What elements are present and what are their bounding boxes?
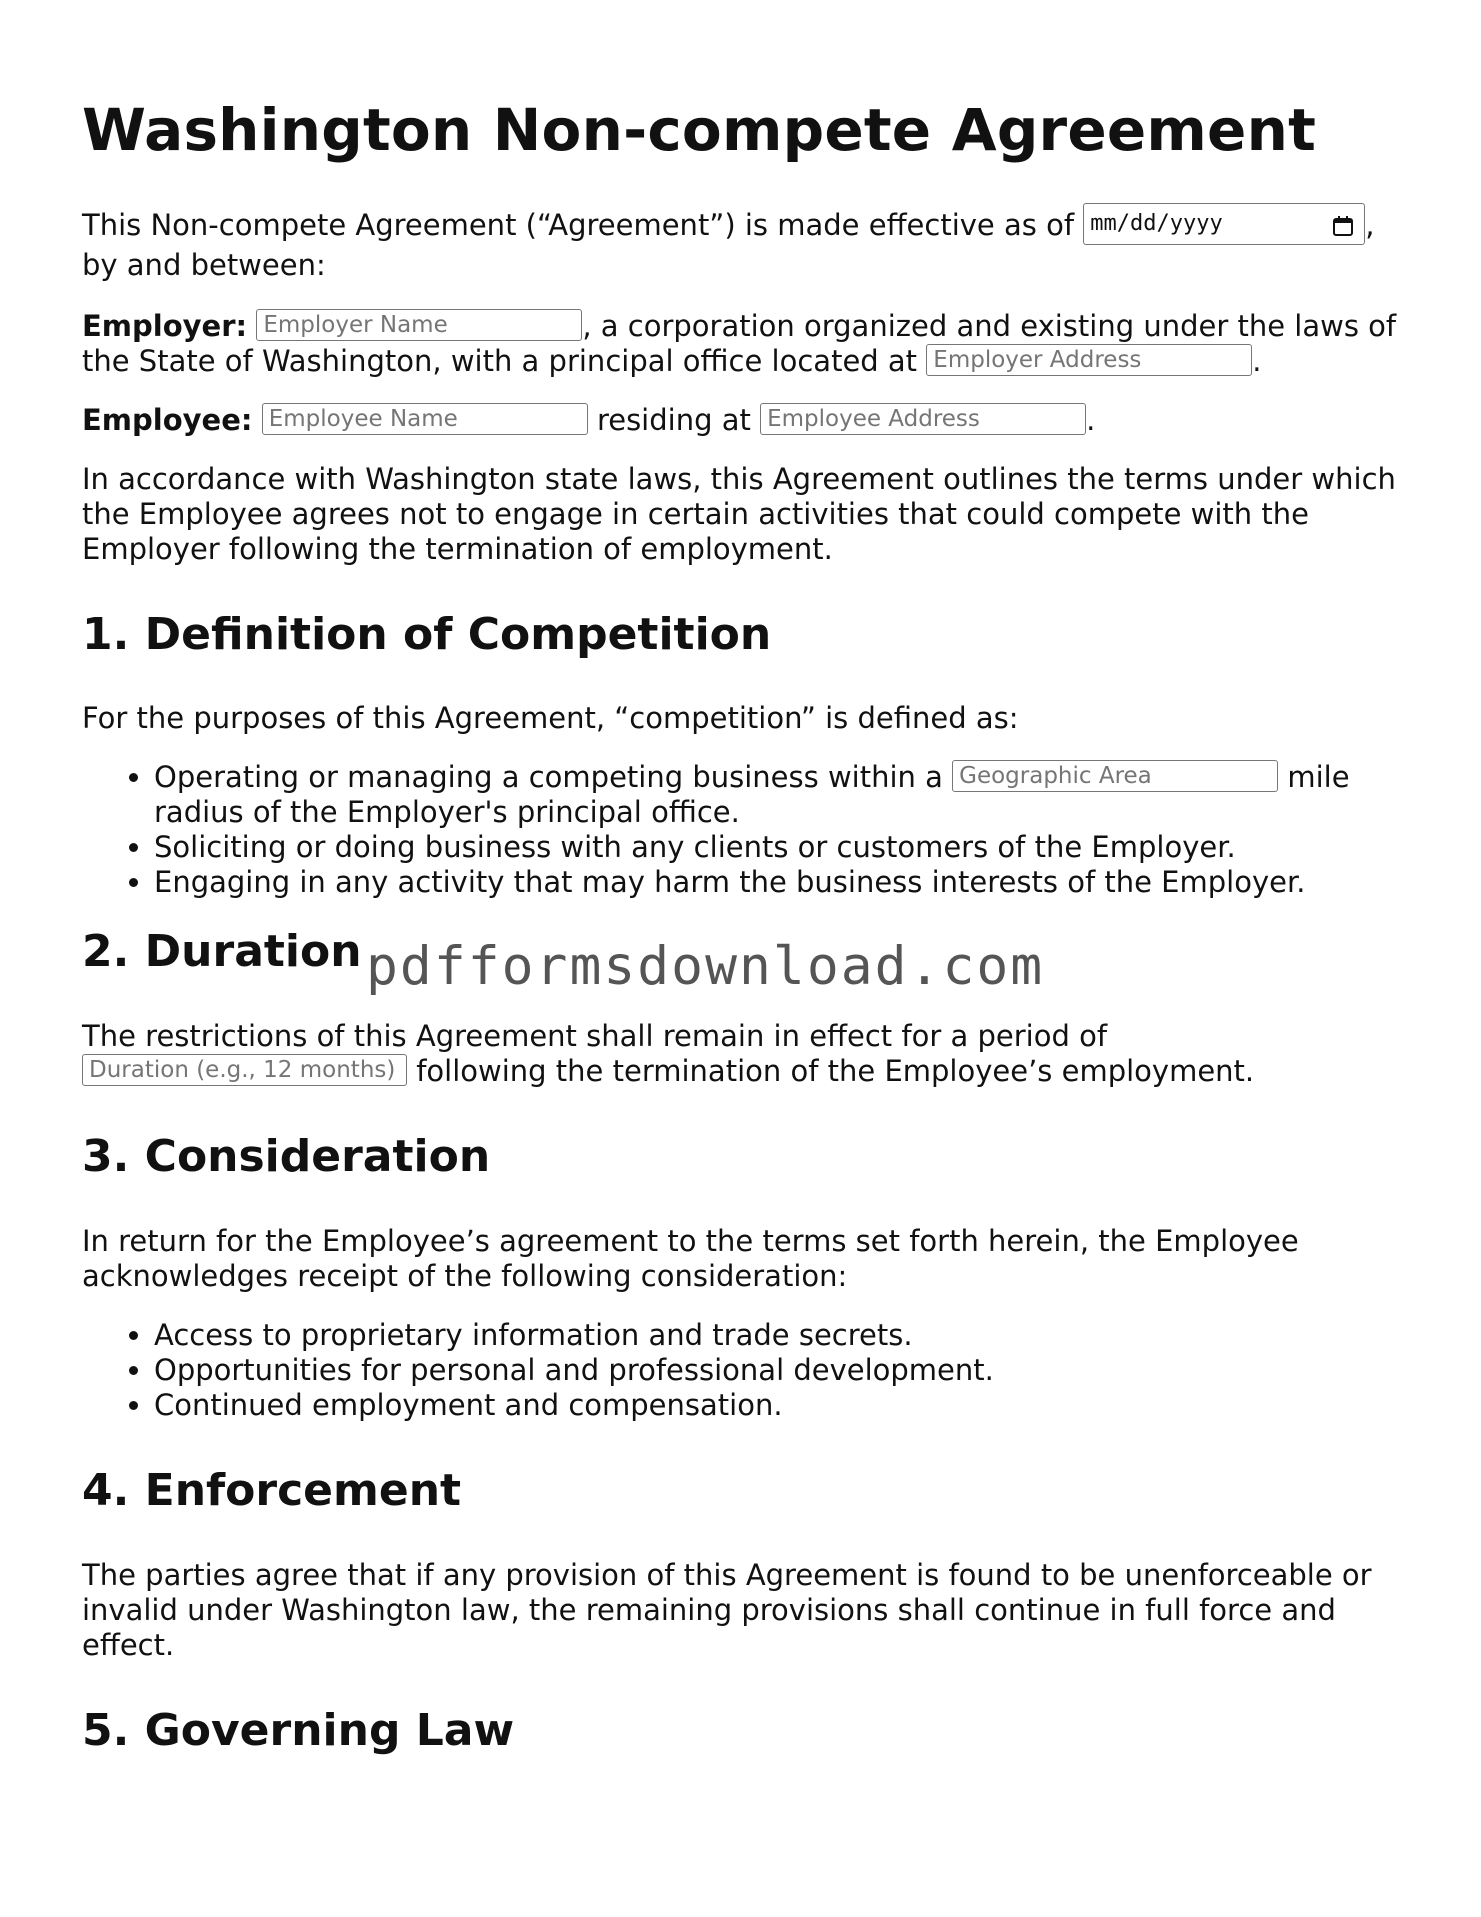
competition-item-1-after: mile radius of the Employer's principal office.	[154, 760, 1350, 830]
employee-name-input[interactable]	[262, 403, 588, 435]
employee-label: Employee:	[82, 402, 253, 437]
employee-text: residing at	[596, 402, 751, 437]
list-item: • Continued employment and compensation.	[154, 1388, 1412, 1423]
date-placeholder: mm/dd/yyyy	[1090, 211, 1223, 237]
duration-input[interactable]	[82, 1054, 407, 1086]
list-item: • Soliciting or doing business with any clients or customers of the Employer.	[154, 830, 1412, 865]
employer-name-input[interactable]	[256, 309, 582, 341]
list-item: • Engaging in any activity that may harm the business interests of the Employer.	[154, 865, 1412, 900]
intro-text: This Non-compete Agreement (“Agreement”) is made effective as of	[82, 207, 1075, 242]
employer-address-input[interactable]	[926, 344, 1252, 376]
employee-end: .	[1086, 402, 1096, 437]
consideration-list	[82, 1318, 1412, 1423]
consideration-intro: In return for the Employee’s agreement to the terms set forth herein, the Employee acknowledges receipt of the following consideration:	[82, 1223, 1299, 1293]
duration-paragraph	[82, 1019, 1412, 1089]
list-item: • Opportunities for personal and professional development.	[154, 1353, 1412, 1388]
geographic-area-input[interactable]	[952, 760, 1278, 792]
employer-end: .	[1252, 343, 1262, 378]
page-title: Washington Non-compete Agreement	[82, 96, 1317, 164]
effective-date-input[interactable]	[1083, 203, 1365, 245]
section-heading-enforcement: 4. Enforcement	[82, 1464, 462, 1516]
duration-before: The restrictions of this Agreement shall remain in effect for a period of	[82, 1019, 1108, 1054]
employer-paragraph	[82, 309, 1412, 379]
list-item: • Access to proprietary information and trade secrets.	[154, 1318, 1412, 1353]
preamble-paragraph: In accordance with Washington state laws, this Agreement outlines the terms under which the Employee agrees not to engage in certain activities that could compete with the Employer following the termination of employment.	[82, 461, 1396, 566]
employer-text: , a corporation organized and existing under the laws of the State of Washington, with a principal office located at	[82, 308, 1397, 378]
intro-second-line: by and between:	[82, 247, 326, 282]
section-heading-consideration: 3. Consideration	[82, 1131, 491, 1183]
duration-after: following the termination of the Employee’s employment.	[416, 1054, 1255, 1089]
employee-paragraph	[82, 403, 1412, 438]
competition-list	[82, 760, 1412, 900]
employee-address-input[interactable]	[760, 403, 1086, 435]
intro-paragraph	[82, 206, 1412, 283]
section-heading-governing-law: 5. Governing Law	[82, 1704, 515, 1756]
competition-intro: For the purposes of this Agreement, “competition” is defined as:	[82, 701, 1019, 736]
employer-label: Employer:	[82, 308, 248, 343]
intro-comma: ,	[1365, 207, 1375, 242]
enforcement-paragraph: The parties agree that if any provision of this Agreement is found to be unenforceable or invalid under Washington law, the remaining provisions shall continue in full force and effect.	[82, 1557, 1372, 1662]
section-heading-duration: 2. Duration	[82, 926, 362, 978]
list-item	[154, 760, 1412, 830]
watermark-text: pdfformsdownload.com	[366, 936, 1045, 997]
section-heading-competition: 1. Definition of Competition	[82, 608, 772, 660]
calendar-icon[interactable]	[1332, 213, 1354, 235]
competition-item-1-before: Operating or managing a competing business within a	[154, 760, 943, 795]
